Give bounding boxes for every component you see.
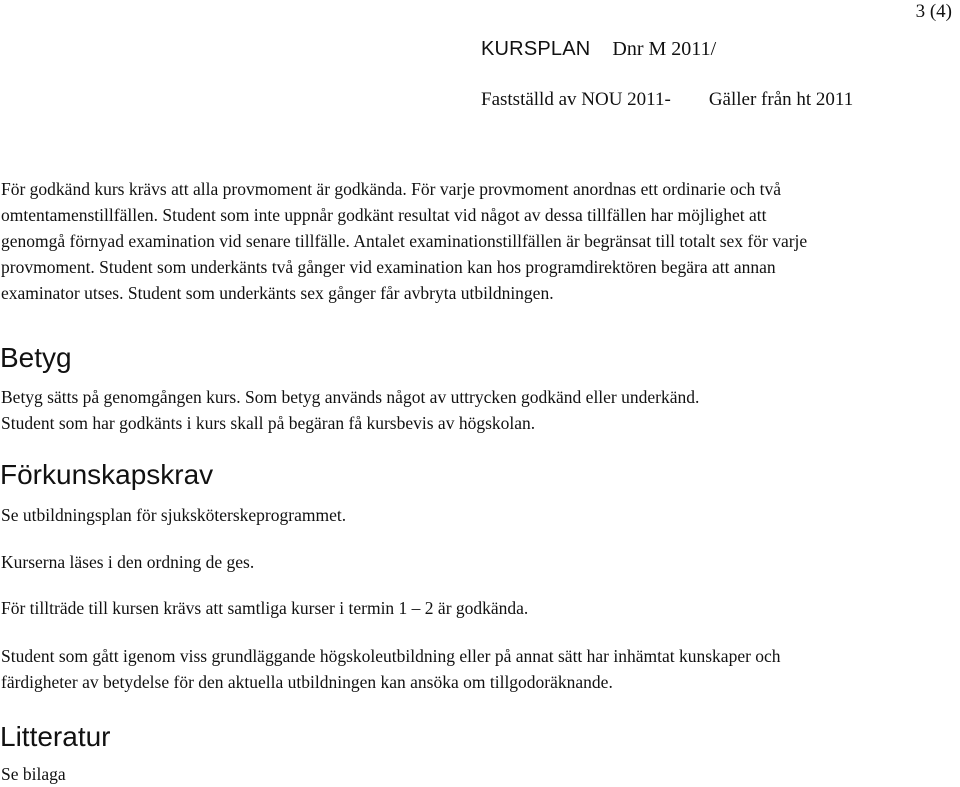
established-date: Fastställd av NOU 2011- xyxy=(481,89,671,110)
forkunskapskrav-para-3: För tillträde till kursen krävs att samtliga kurser i termin 1 – 2 är godkända. xyxy=(1,598,529,618)
litteratur-text: Se bilaga xyxy=(1,764,66,784)
page-number: 3 (4) xyxy=(915,1,952,22)
betyg-line: Betyg sätts på genomgången kurs. Som betyg används något av uttrycken godkänd eller underkänd. xyxy=(1,387,700,407)
examination-line: För godkänd kurs krävs att alla provmoment är godkända. För varje provmoment anordnas ett ordinarie och två xyxy=(1,179,781,199)
betyg-heading: Betyg xyxy=(0,342,72,373)
examination-line: omtentamenstillfällen. Student som inte uppnår godkänt resultat vid något av dessa tillfällen har möjlighet att xyxy=(1,205,767,225)
forkunskapskrav-para-2: Kurserna läses i den ordning de ges. xyxy=(1,552,255,572)
valid-from: Gäller från ht 2011 xyxy=(708,89,854,110)
examination-line: genomgå förnyad examination vid senare tillfälle. Antalet examinationstillfällen är begränsat till totalt sex för varje xyxy=(1,231,808,251)
betyg-line: Student som har godkänts i kurs skall på begäran få kursbevis av högskolan. xyxy=(1,413,536,433)
examination-paragraph xyxy=(1,176,807,306)
examination-line: provmoment. Student som underkänts två gånger vid examination kan hos programdirektören begära att annan xyxy=(1,257,776,277)
forkunskapskrav-line: färdigheter av betydelse för den aktuella utbildningen kan ansöka om tillgodoräknande. xyxy=(1,672,613,692)
forkunskapskrav-para-4 xyxy=(1,643,781,695)
document-header xyxy=(481,38,716,61)
document-subheader xyxy=(481,89,853,111)
forkunskapskrav-para-1: Se utbildningsplan för sjuksköterskeprogrammet. xyxy=(1,505,347,525)
doc-type: KURSPLAN xyxy=(481,38,591,60)
betyg-paragraph xyxy=(1,384,699,436)
forkunskapskrav-line: Student som gått igenom viss grundläggande högskoleutbildning eller på annat sätt har inhämtat kunskaper och xyxy=(1,646,781,666)
litteratur-heading: Litteratur xyxy=(0,721,111,752)
forkunskapskrav-heading: Förkunskapskrav xyxy=(0,459,214,490)
dnr: Dnr M 2011/ xyxy=(612,38,717,60)
examination-line: examinator utses. Student som underkänts sex gånger får avbryta utbildningen. xyxy=(1,283,554,303)
